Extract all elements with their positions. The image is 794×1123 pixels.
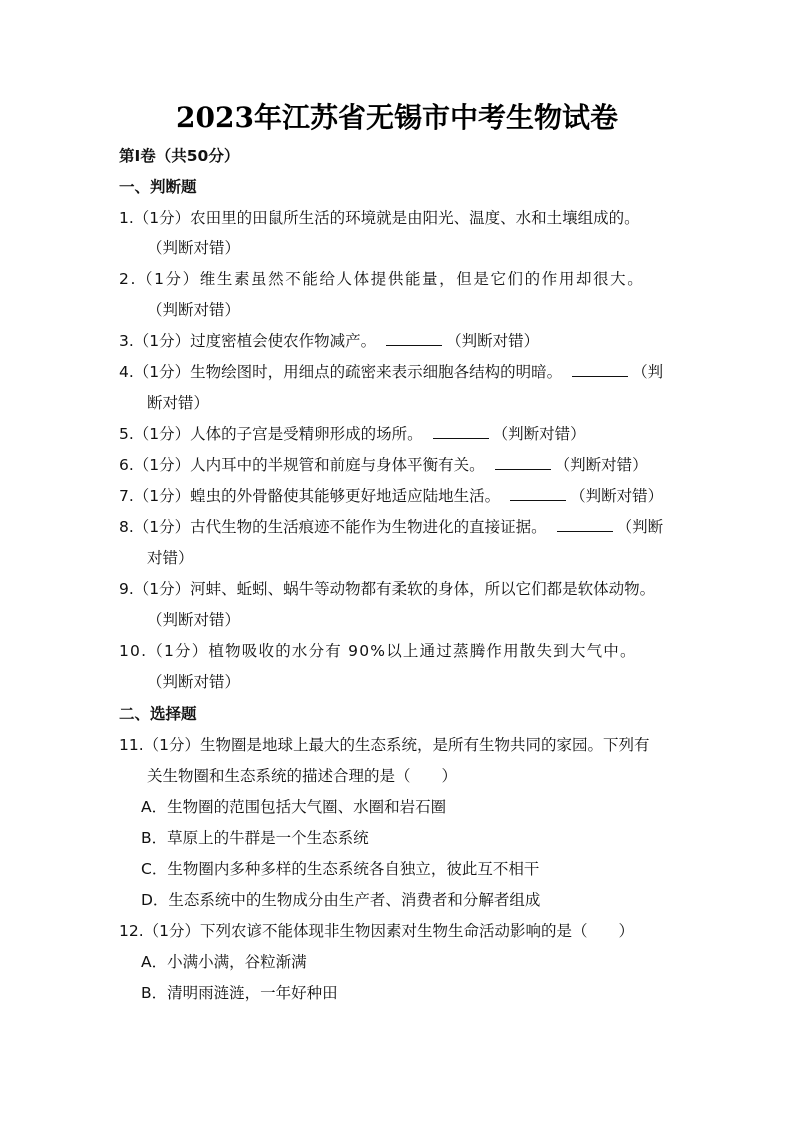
q11-option-a[interactable]: A．生物圈的范围包括大气圈、水圈和岩石圈 — [141, 798, 447, 816]
q12-option-b[interactable]: B．清明雨涟涟，一年好种田 — [141, 984, 338, 1002]
q2-line1: 2.（1分）维生素虽然不能给人体提供能量，但是它们的作用却很大。 — [119, 270, 645, 288]
q11-option-c[interactable]: C．生物圈内多种多样的生态系统各自独立，彼此互不相干 — [141, 860, 540, 878]
q8-tail: （判断 — [616, 518, 664, 536]
answer-blank[interactable] — [433, 424, 489, 439]
q7-line — [119, 485, 663, 507]
q4-text: 4.（1分）生物绘图时，用细点的疏密来表示细胞各结构的明暗。 — [119, 363, 563, 381]
answer-blank[interactable] — [495, 455, 551, 470]
q3-text: 3.（1分）过度密植会使农作物减产。 — [119, 332, 377, 350]
q9-line1: 9.（1分）河蚌、蚯蚓、蜗牛等动物都有柔软的身体，所以它们都是软体动物。 — [119, 580, 656, 598]
q4-line1 — [119, 361, 663, 383]
q3-line — [119, 330, 539, 352]
q8-text: 8.（1分）古代生物的生活痕迹不能作为生物进化的直接证据。 — [119, 518, 547, 536]
q12-line1: 12.（1分）下列农谚不能体现非生物因素对生物生命活动影响的是（ ） — [119, 922, 635, 940]
q11-line1: 11.（1分）生物圈是地球上最大的生态系统，是所有生物共同的家园。下列有 — [119, 736, 650, 754]
answer-blank[interactable] — [386, 331, 442, 346]
q12-option-a[interactable]: A．小满小满，谷粒渐满 — [141, 953, 307, 971]
q3-tail: （判断对错） — [446, 332, 540, 350]
q5-text: 5.（1分）人体的子宫是受精卵形成的场所。 — [119, 425, 423, 443]
answer-blank[interactable] — [510, 486, 566, 501]
q8-line1 — [119, 516, 663, 538]
q11-line2: 关生物圈和生态系统的描述合理的是（ ） — [147, 767, 458, 785]
q6-text: 6.（1分）人内耳中的半规管和前庭与身体平衡有关。 — [119, 456, 485, 474]
q11-option-b[interactable]: B．草原上的牛群是一个生态系统 — [141, 829, 369, 847]
q5-tail: （判断对错） — [492, 425, 586, 443]
answer-blank[interactable] — [572, 362, 628, 377]
q7-text: 7.（1分）蝗虫的外骨骼使其能够更好地适应陆地生活。 — [119, 487, 501, 505]
q2-line2: （判断对错） — [147, 301, 241, 319]
q10-line1: 10.（1分）植物吸收的水分有 90%以上通过蒸腾作用散失到大气中。 — [119, 642, 637, 660]
q7-tail: （判断对错） — [570, 487, 664, 505]
q8-line2: 对错） — [147, 549, 194, 567]
section1-heading: 一、判断题 — [119, 178, 197, 196]
q4-tail: （判 — [632, 363, 664, 381]
q9-line2: （判断对错） — [147, 611, 241, 629]
part-label: 第Ⅰ卷（共50分） — [119, 147, 240, 165]
q1-line1: 1.（1分）农田里的田鼠所生活的环境就是由阳光、温度、水和土壤组成的。 — [119, 209, 640, 227]
q5-line — [119, 423, 586, 445]
q6-line — [119, 454, 648, 476]
q11-option-d[interactable]: D．生态系统中的生物成分由生产者、消费者和分解者组成 — [141, 891, 541, 909]
q10-line2: （判断对错） — [147, 673, 241, 691]
section2-heading: 二、选择题 — [119, 705, 197, 723]
q6-tail: （判断对错） — [554, 456, 648, 474]
q4-line2: 断对错） — [147, 394, 210, 412]
q1-line2: （判断对错） — [147, 239, 241, 257]
answer-blank[interactable] — [557, 517, 613, 532]
exam-title: 2023年江苏省无锡市中考生物试卷 — [176, 101, 618, 134]
